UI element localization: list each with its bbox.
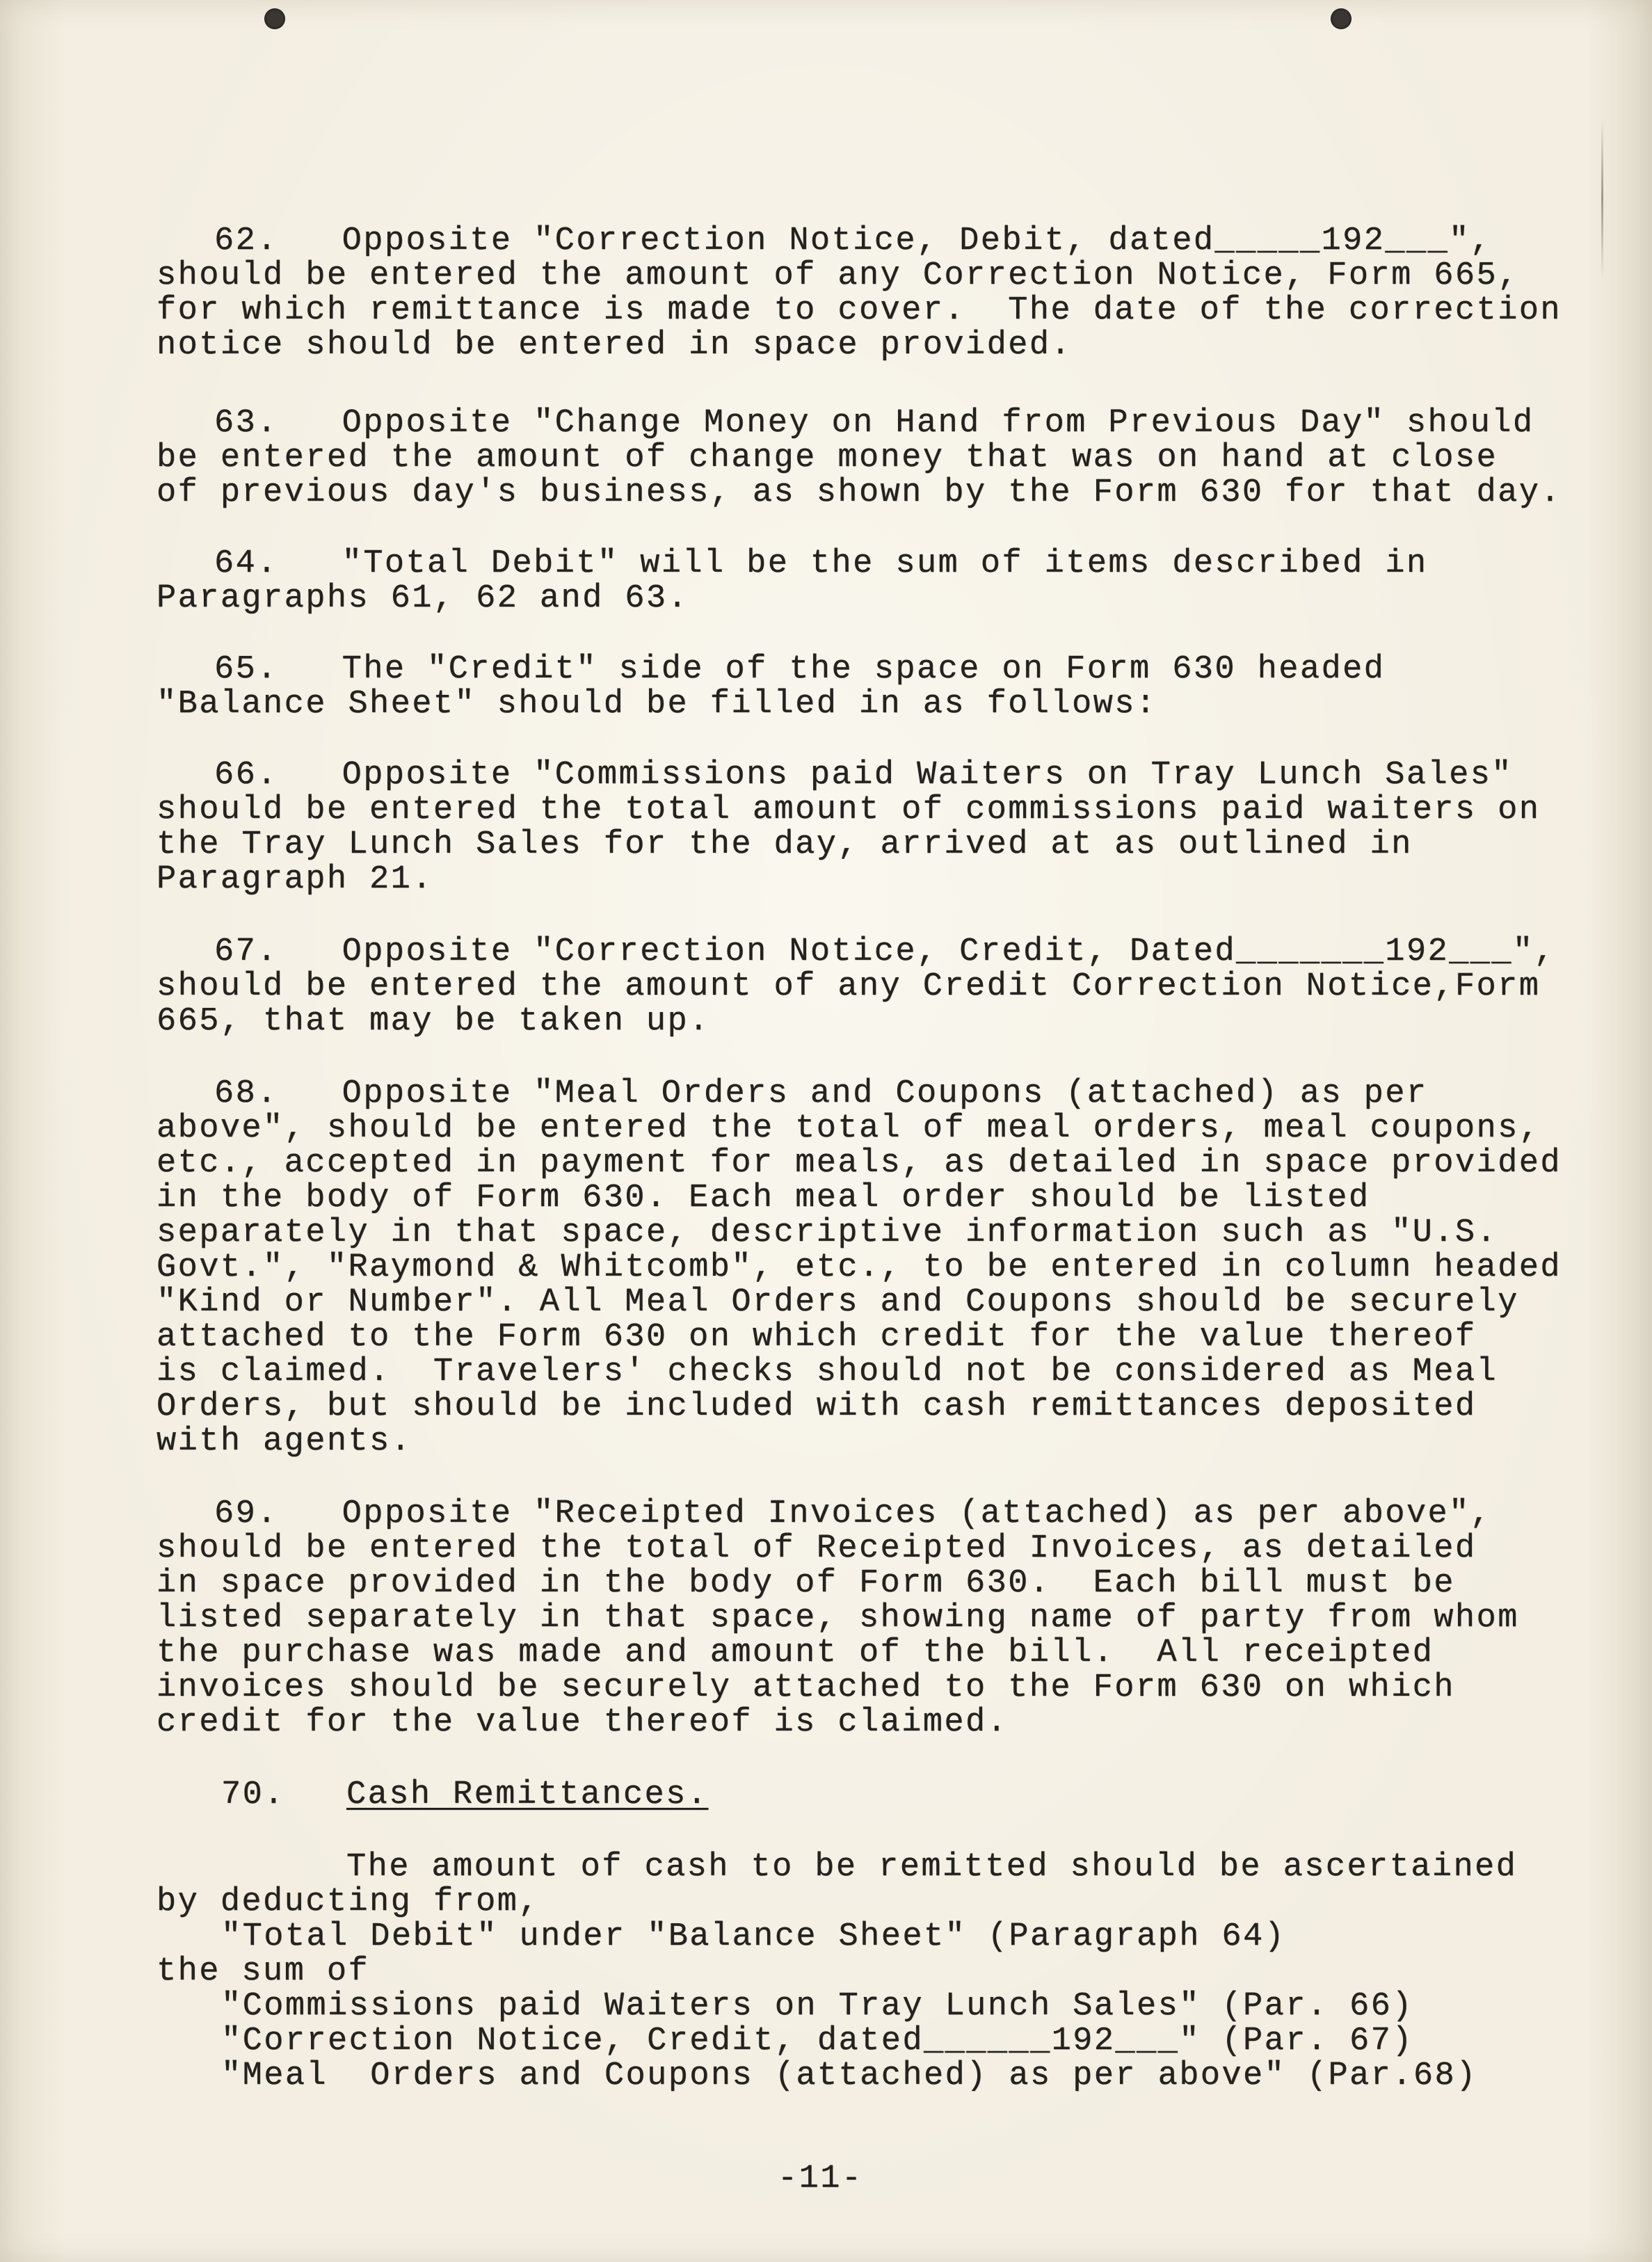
text-line: is claimed. Travelers' checks should not be considered as Meal <box>157 1354 1498 1390</box>
text-line: "Balance Sheet" should be filled in as follows: <box>157 686 1157 723</box>
text-line: of previous day's business, as shown by the Form 630 for that day. <box>157 474 1562 511</box>
text-line: Paragraph 21. <box>157 861 433 898</box>
text-line: attached to the Form 630 on which credit for the value thereof <box>157 1319 1477 1356</box>
text-line: 64. "Total Debit" will be the sum of items described in <box>214 545 1428 582</box>
text-line: in the body of Form 630. Each meal order should be listed <box>157 1180 1370 1217</box>
text-line: for which remittance is made to cover. The date of the correction <box>157 292 1562 329</box>
text-line: 67. Opposite "Correction Notice, Credit, Dated_______192___", <box>214 933 1556 970</box>
text-line: 665, that may be taken up. <box>157 1003 710 1040</box>
text-line: with agents. <box>157 1423 412 1460</box>
page-number: -11- <box>778 2160 863 2197</box>
text-line: notice should be entered in space provided. <box>157 327 1072 364</box>
text-line: 66. Opposite "Commissions paid Waiters on Tray Lunch Sales" <box>214 757 1513 794</box>
text-line: "Commissions paid Waiters on Tray Lunch Sales" (Par. 66) <box>221 1988 1413 2025</box>
text-line: "Meal Orders and Coupons (attached) as per above" (Par.68) <box>221 2058 1477 2094</box>
text-line: above", should be entered the total of meal orders, meal coupons, <box>157 1110 1541 1147</box>
text-line: the sum of <box>157 1953 370 1990</box>
text-line: should be entered the total of Receipted Invoices, as detailed <box>157 1530 1477 1567</box>
text-line: the purchase was made and amount of the bill. All receipted <box>157 1635 1434 1671</box>
text-line: the Tray Lunch Sales for the day, arrived at as outlined in <box>157 826 1413 863</box>
text-line: invoices should be securely attached to the Form 630 on which <box>157 1669 1455 1706</box>
text-line: Govt.", "Raymond & Whitcomb", etc., to be entered in column headed <box>157 1249 1562 1286</box>
text-line: 69. Opposite "Receipted Invoices (attached) as per above", <box>214 1495 1492 1532</box>
text-line: should be entered the amount of any Correction Notice, Form 665, <box>157 257 1519 294</box>
text-line: "Correction Notice, Credit, dated______192___" (Par. 67) <box>221 2023 1413 2060</box>
text-line: be entered the amount of change money that was on hand at close <box>157 440 1498 476</box>
text-line: separately in that space, descriptive information such as "U.S. <box>157 1214 1498 1251</box>
text-line: 62. Opposite "Correction Notice, Debit, dated_____192___", <box>214 223 1492 259</box>
text-line: The amount of cash to be remitted should be ascertained <box>346 1849 1518 1886</box>
section-heading: Cash Remittances. <box>346 1776 709 1813</box>
text-line: "Kind or Number". All Meal Orders and Coupons should be securely <box>157 1284 1519 1321</box>
paper-crease <box>1601 118 1603 278</box>
text-line: Orders, but should be included with cash remittances deposited <box>157 1388 1477 1425</box>
text-line: etc., accepted in payment for meals, as detailed in space provided <box>157 1145 1562 1182</box>
text-line: should be entered the amount of any Credit Correction Notice,Form <box>157 968 1541 1005</box>
punch-hole <box>264 8 285 29</box>
text-line: credit for the value thereof is claimed. <box>157 1704 1009 1741</box>
text-line: in space provided in the body of Form 630. Each bill must be <box>157 1565 1455 1602</box>
text-line: 63. Opposite "Change Money on Hand from Previous Day" should <box>214 405 1534 442</box>
text-line: Paragraphs 61, 62 and 63. <box>157 580 689 617</box>
section-number: 70. <box>221 1776 285 1813</box>
text-line: 68. Opposite "Meal Orders and Coupons (attached) as per <box>214 1075 1428 1112</box>
punch-hole <box>1331 8 1352 29</box>
text-line: 65. The "Credit" side of the space on Form 630 headed <box>214 651 1386 688</box>
text-line: "Total Debit" under "Balance Sheet" (Paragraph 64) <box>221 1918 1286 1955</box>
text-line: should be entered the total amount of commissions paid waiters on <box>157 792 1541 828</box>
text-line: listed separately in that space, showing name of party from whom <box>157 1600 1519 1637</box>
text-line: by deducting from, <box>157 1884 540 1920</box>
